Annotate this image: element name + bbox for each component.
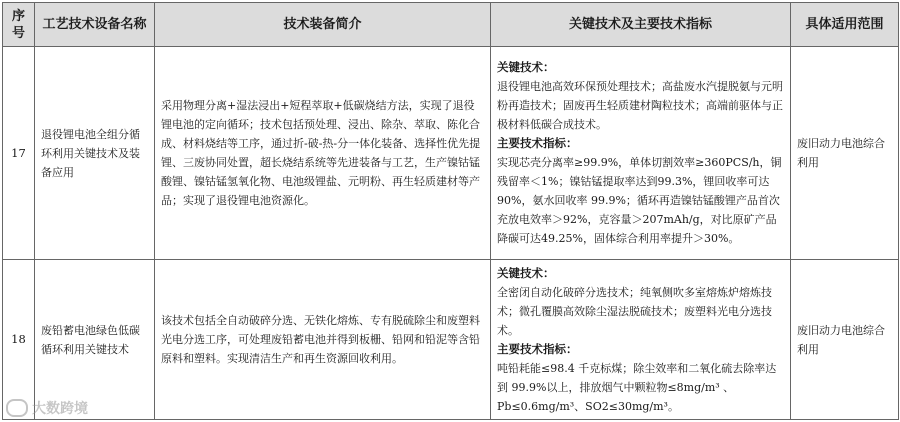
key-tech-text: 全密闭自动化破碎分选技术；纯氧侧吹多室熔炼炉熔炼技术；微孔覆膜高效除尘湿法脱硫技术；废塑料光电分选技术。	[497, 285, 772, 337]
equipment-name: 废铅蓄电池绿色低碳循环利用关键技术	[35, 260, 155, 420]
watermark	[6, 398, 88, 418]
equipment-description: 该技术包括全自动破碎分选、无铁化熔炼、专有脱硫除尘和废塑料光电分选工序，可处理废铅蓄电池并得到板栅、铅网和铅泥等含铅原料和塑料。实现清洁生产和再生资源回收利用。	[155, 260, 491, 420]
table-row	[3, 260, 899, 420]
equipment-name: 退役锂电池全组分循环利用关键技术及装备应用	[35, 47, 155, 260]
key-tech-text: 退役锂电池高效环保预处理技术；高盐废水汽提脱氨与元明粉再造技术；固废再生轻质建材陶粒技术；高端前驱体与正极材料低碳合成技术。	[497, 80, 783, 131]
watermark-logo-icon	[6, 399, 28, 417]
header-scope: 具体适用范围	[791, 3, 899, 47]
table-header-row	[3, 3, 899, 47]
application-scope: 废旧动力电池综合利用	[791, 260, 899, 420]
table-row	[3, 47, 899, 260]
header-key-tech-metrics: 关键技术及主要技术指标	[491, 3, 791, 47]
row-number: 18	[3, 260, 35, 420]
header-equipment-name: 工艺技术设备名称	[35, 3, 155, 47]
equipment-description: 采用物理分离+湿法浸出+短程萃取+低碳烧结方法，实现了退役锂电池的定向循环；技术包括预处理、浸出、除杂、萃取、陈化合成、材料烧结等工序，通过折-破-热-分一体化装备、选择性优先提锂、三废协同处置，超长烧结系统等先进装备与工艺，生产镍钴锰酸锂、镍钴锰氢氧化物、电池级锂盐、元明粉、再生轻质建材等产品；实现了退役锂电池资源化。	[155, 47, 491, 260]
key-tech-cell	[491, 47, 791, 260]
technology-table	[2, 2, 899, 420]
key-tech-cell	[491, 260, 791, 420]
watermark-text: 大数跨境	[32, 401, 88, 417]
metrics-title: 主要技术指标：	[497, 341, 578, 356]
header-serial-no: 序号	[3, 3, 35, 47]
key-tech-title: 关键技术：	[497, 60, 555, 74]
application-scope: 废旧动力电池综合利用	[791, 47, 899, 260]
metrics-text: 吨铅耗能≤98.4 千克标煤；除尘效率和二氧化硫去除率达到 99.9%以上，排放烟气中颗粒物≤8mg/m³ 、Pb≤0.6mg/m³、SO2≤30mg/m³。	[497, 361, 777, 413]
metrics-title: 主要技术指标：	[497, 136, 578, 150]
key-tech-title: 关键技术：	[497, 265, 555, 280]
metrics-text: 实现芯壳分离率≥99.9%，单体切割效率≥360PCS/h，铜残留率＜1%；镍钴锰提取率达到99.3%，锂回收率可达 90%，氨水回收率 99.9%；循环再造镍钴锰酸锂产品首次充放电效率＞92%，克容量＞207mAh/g，对比原矿产品降碳可达49.25%，固体综合利用率提升＞30%。	[497, 156, 782, 245]
row-number: 17	[3, 47, 35, 260]
header-equipment-intro: 技术装备简介	[155, 3, 491, 47]
